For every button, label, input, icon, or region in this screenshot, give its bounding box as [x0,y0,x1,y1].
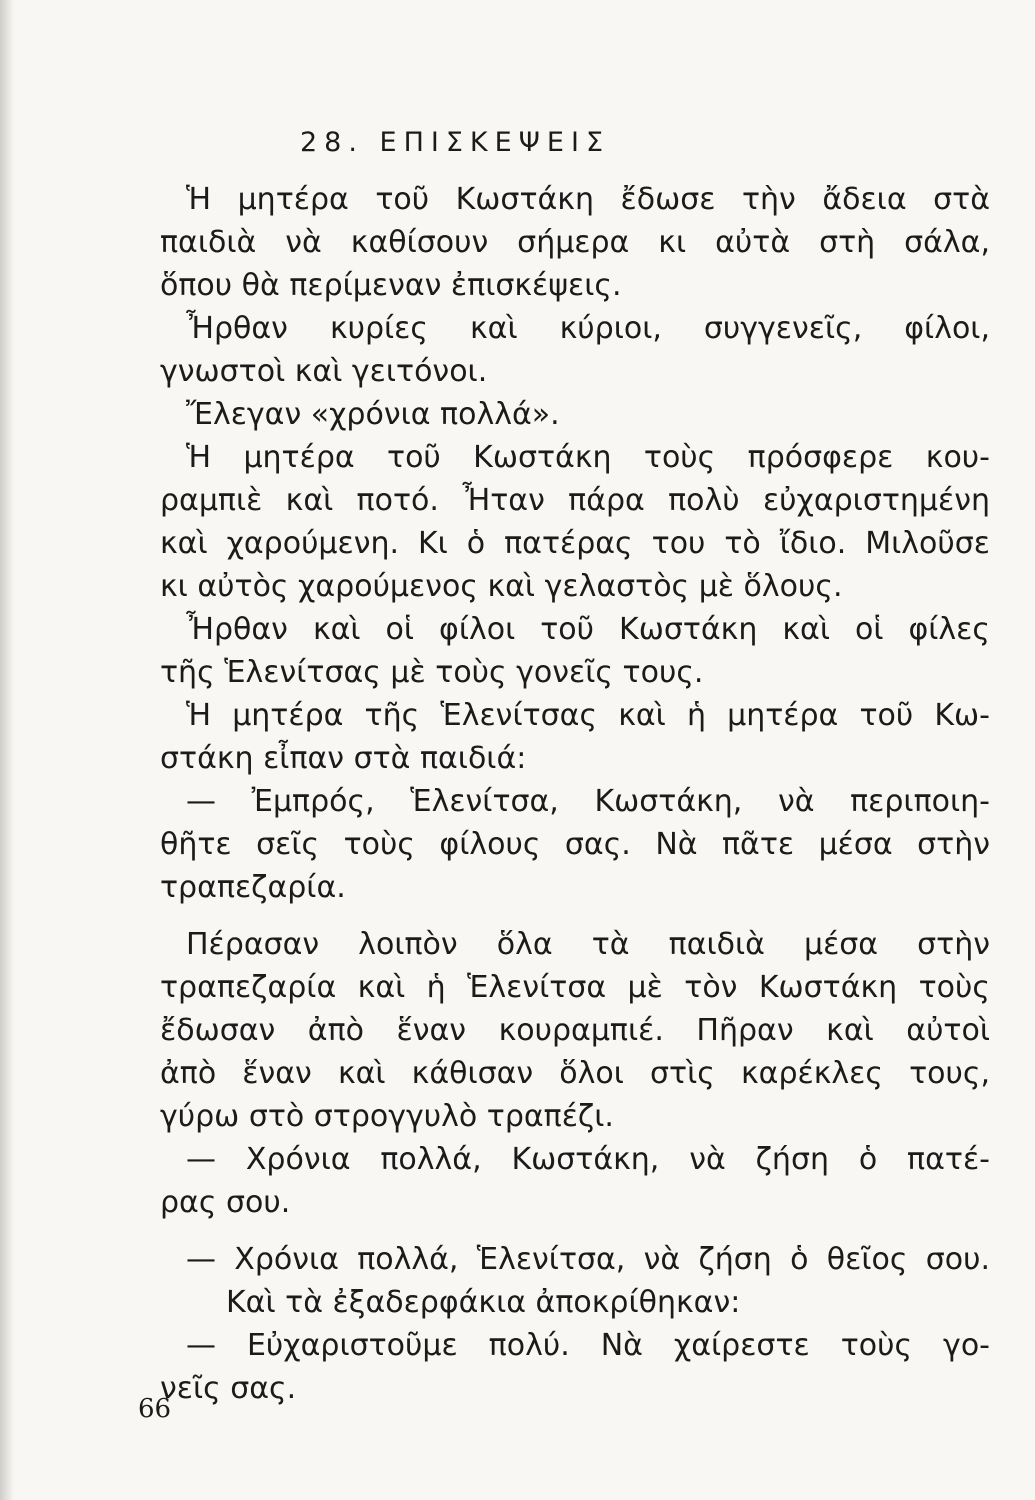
text-line: Πέρασαν λοιπὸν ὅλα τὰ παιδιὰ μέσα στὴν [186,927,990,962]
text-line: — Χρόνια πολλά, Ἑλενίτσα, νὰ ζήση ὁ θεῖος σου. [186,1242,990,1277]
text-line: ὅπου θὰ περίμεναν ἐπισκέψεις. [160,268,622,303]
text-line: τραπεζαρία καὶ ἡ Ἑλενίτσα μὲ τὸν Κωστάκη τοὺς [160,970,990,1005]
text-line: τῆς Ἑλενίτσας μὲ τοὺς γονεῖς τους. [160,655,704,690]
text-line: Ἡ μητέρα τοῦ Κωστάκη τοὺς πρόσφερε κου- [186,440,990,475]
text-line: στάκη εἶπαν στὰ παιδιά: [160,741,527,776]
text-line: νεῖς σας. [160,1371,297,1406]
paragraph-gap [160,1224,990,1238]
text-line: ἀπὸ ἕναν καὶ κάθισαν ὅλοι στὶς καρέκλες τους, [160,1056,990,1091]
text-line: Ἦρθαν κυρίες καὶ κύριοι, συγγενεῖς, φίλοι, [186,311,990,346]
text-line: Ἔλεγαν «χρόνια πολλά». [186,397,560,432]
text-line: — Ἐμπρός, Ἑλενίτσα, Κωστάκη, νὰ περιποιη- [186,784,990,819]
text-line: γύρω στὸ στρογγυλὸ τραπέζι. [160,1099,614,1134]
paragraph-gap [160,909,990,923]
text-line: ἔδωσαν ἀπὸ ἕναν κουραμπιέ. Πῆραν καὶ αὐτοὶ [160,1013,990,1048]
text-line: ρας σου. [160,1185,291,1220]
text-line: παιδιὰ νὰ καθίσουν σήμερα κι αὐτὰ στὴ σάλα, [160,225,990,260]
text-line: — Χρόνια πολλά, Κωστάκη, νὰ ζήση ὁ πατέ- [186,1142,990,1177]
text-line: γνωστοὶ καὶ γειτόνοι. [160,354,488,389]
text-line: Ἡ μητέρα τοῦ Κωστάκη ἔδωσε τὴν ἄδεια στὰ [186,182,990,217]
text-line: Καὶ τὰ ἐξαδερφάκια ἀποκρίθηκαν: [226,1285,741,1320]
body-text [160,178,990,1410]
text-line: καὶ χαρούμενη. Κι ὁ πατέρας του τὸ ἴδιο. Μιλοῦσε [160,526,990,561]
text-line: Ἦρθαν καὶ οἱ φίλοι τοῦ Κωστάκη καὶ οἱ φίλες [186,612,990,647]
page-number: 66 [138,1394,172,1424]
chapter-title: 28. ΕΠΙΣΚΕΨΕΙΣ [300,127,611,158]
text-line: Ἡ μητέρα τῆς Ἑλενίτσας καὶ ἡ μητέρα τοῦ Κω- [186,698,990,733]
text-line: κι αὐτὸς χαρούμενος καὶ γελαστὸς μὲ ὅλους. [160,569,843,604]
text-line: — Εὐχαριστοῦμε πολύ. Νὰ χαίρεστε τοὺς γο- [186,1328,990,1363]
text-line: τραπεζαρία. [160,870,346,905]
text-line: ραμπιὲ καὶ ποτό. Ἦταν πάρα πολὺ εὐχαριστημένη [160,483,990,518]
scan-edge-shadow [0,0,14,1500]
text-line: θῆτε σεῖς τοὺς φίλους σας. Νὰ πᾶτε μέσα στὴν [160,827,990,862]
